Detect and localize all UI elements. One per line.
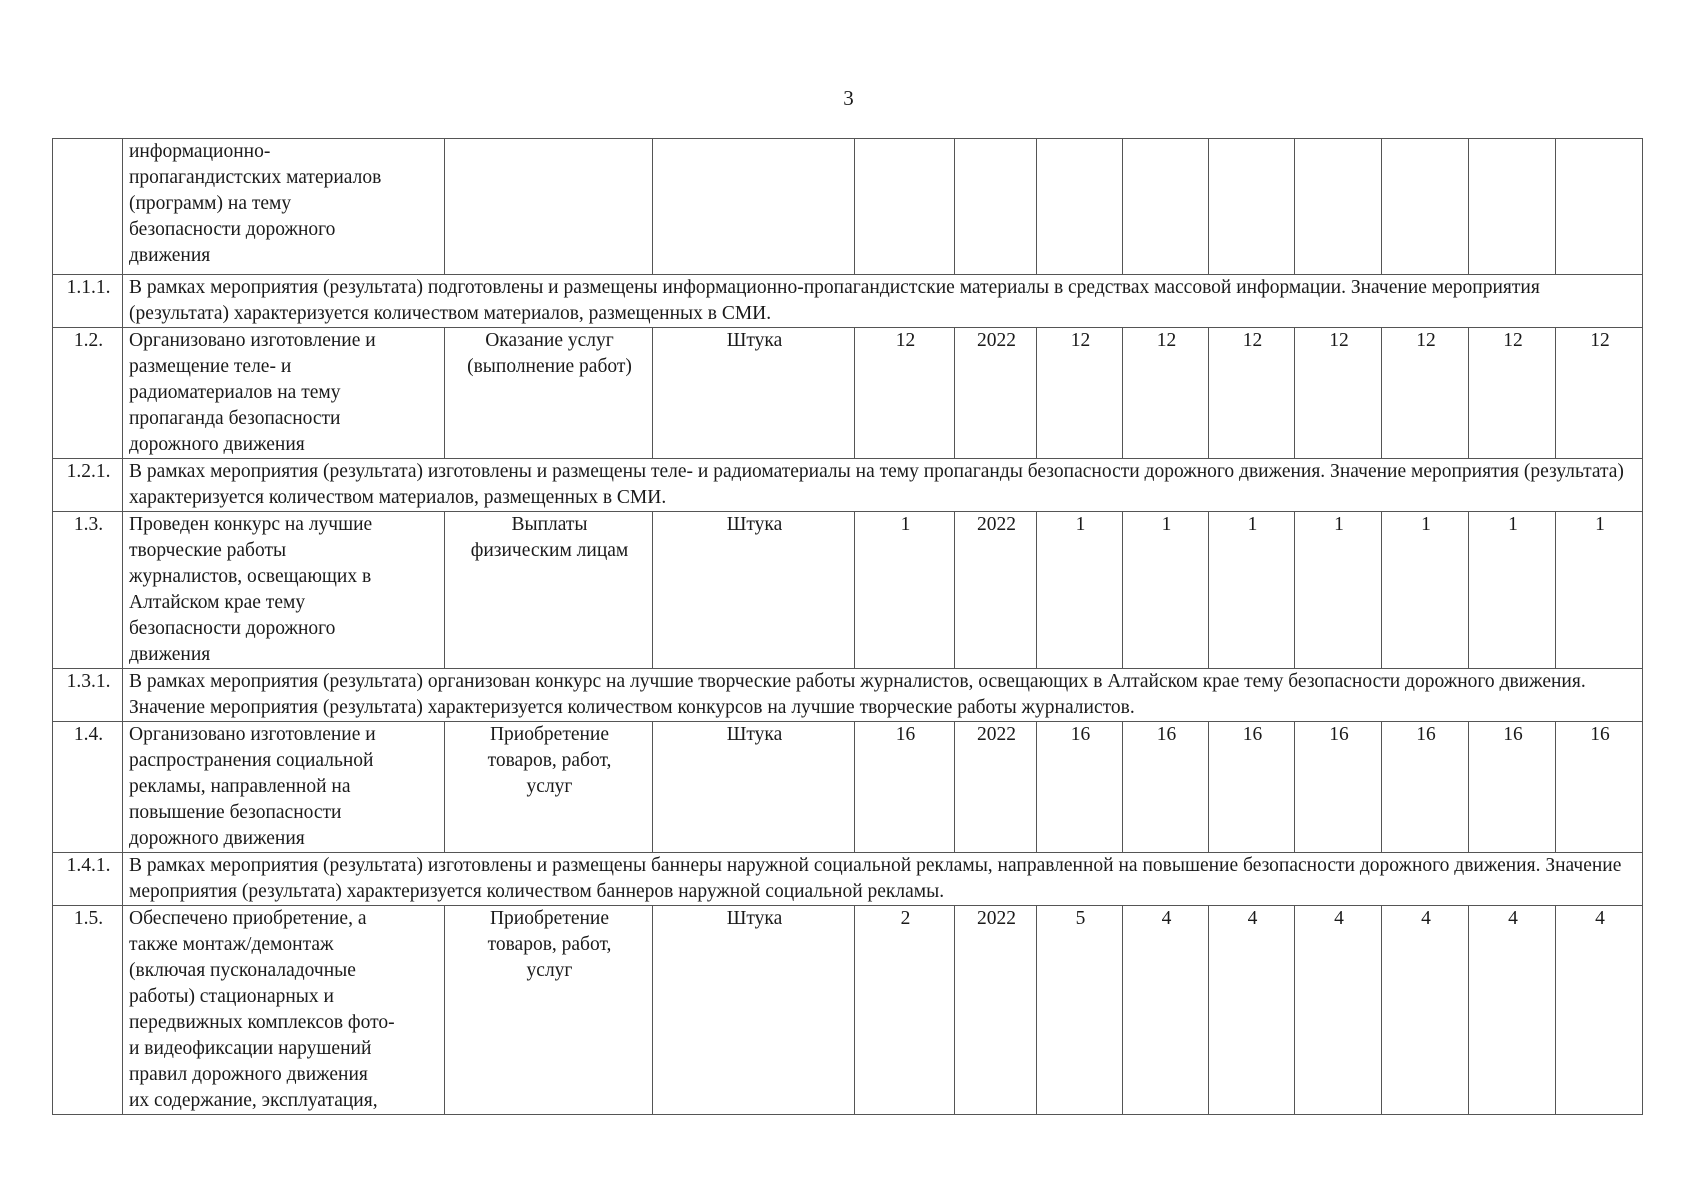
row-number: 1.2.1.: [53, 459, 123, 512]
year-value-6: 12: [1469, 328, 1556, 459]
continuation-row: [53, 139, 1643, 275]
row-number: [53, 139, 123, 275]
result-type: Приобретение товаров, работ, услуг: [445, 906, 653, 1115]
row-description: В рамках мероприятия (результата) организован конкурс на лучшие творческие работы журналистов, освещающих в Алтайском крае тему безопасности дорожного движения. Значение мероприятия (результата) характеризуется количеством конкурсов на лучшие творческие работы журналистов.: [123, 669, 1643, 722]
table-row: [53, 512, 1643, 669]
table-row: [53, 722, 1643, 853]
description-row: [53, 459, 1643, 512]
year-value-5: 4: [1382, 906, 1469, 1115]
year-value-2: 12: [1123, 328, 1209, 459]
result-type: Приобретение товаров, работ, услуг: [445, 722, 653, 853]
year-value-6: [1469, 139, 1556, 275]
result-name: Обеспечено приобретение, а также монтаж/демонтаж (включая пусконаладочные работы) стационарных и передвижных комплексов фото- и видеофиксации нарушений правил дорожного движения их содержание, эксплуатация,: [123, 906, 445, 1115]
year-value-6: 4: [1469, 906, 1556, 1115]
row-number: 1.3.1.: [53, 669, 123, 722]
unit-of-measure: Штука: [653, 722, 855, 853]
base-value: 16: [855, 722, 955, 853]
base-value: 2: [855, 906, 955, 1115]
row-number: 1.5.: [53, 906, 123, 1115]
result-type: Выплаты физическим лицам: [445, 512, 653, 669]
base-year: 2022: [955, 328, 1037, 459]
year-value-4: 1: [1295, 512, 1382, 669]
year-value-3: 4: [1209, 906, 1295, 1115]
row-number: 1.4.1.: [53, 853, 123, 906]
table-row: [53, 906, 1643, 1115]
year-value-7: 16: [1556, 722, 1643, 853]
year-value-2: 1: [1123, 512, 1209, 669]
year-value-3: 1: [1209, 512, 1295, 669]
base-value: 1: [855, 512, 955, 669]
result-name: Организовано изготовление и распространения социальной рекламы, направленной на повышение безопасности дорожного движения: [123, 722, 445, 853]
year-value-6: 16: [1469, 722, 1556, 853]
description-row: [53, 853, 1643, 906]
year-value-6: 1: [1469, 512, 1556, 669]
year-value-4: 16: [1295, 722, 1382, 853]
year-value-7: 1: [1556, 512, 1643, 669]
year-value-5: 1: [1382, 512, 1469, 669]
year-value-3: 12: [1209, 328, 1295, 459]
row-description: В рамках мероприятия (результата) изготовлены и размещены баннеры наружной социальной рекламы, направленной на повышение безопасности дорожного движения. Значение мероприятия (результата) характеризуется количеством баннеров наружной социальной рекламы.: [123, 853, 1643, 906]
row-number: 1.2.: [53, 328, 123, 459]
result-type: Оказание услуг (выполнение работ): [445, 328, 653, 459]
year-value-1: [1037, 139, 1123, 275]
page-number: 3: [843, 86, 854, 110]
result-name: информационно- пропагандистских материалов (программ) на тему безопасности дорожного движения: [123, 139, 445, 275]
year-value-5: 16: [1382, 722, 1469, 853]
year-value-3: [1209, 139, 1295, 275]
results-table: [52, 138, 1643, 1115]
row-number: 1.1.1.: [53, 275, 123, 328]
row-description: В рамках мероприятия (результата) подготовлены и размещены информационно-пропагандистские материалы в средствах массовой информации. Значение мероприятия (результата) характеризуется количеством материалов, размещенных в СМИ.: [123, 275, 1643, 328]
base-year: 2022: [955, 512, 1037, 669]
year-value-7: 12: [1556, 328, 1643, 459]
base-year: 2022: [955, 722, 1037, 853]
result-name: Проведен конкурс на лучшие творческие работы журналистов, освещающих в Алтайском крае тему безопасности дорожного движения: [123, 512, 445, 669]
table-row: [53, 328, 1643, 459]
description-row: [53, 275, 1643, 328]
unit-of-measure: Штука: [653, 512, 855, 669]
year-value-4: 12: [1295, 328, 1382, 459]
unit-of-measure: Штука: [653, 328, 855, 459]
year-value-5: [1382, 139, 1469, 275]
year-value-1: 5: [1037, 906, 1123, 1115]
result-type: [445, 139, 653, 275]
year-value-3: 16: [1209, 722, 1295, 853]
year-value-7: 4: [1556, 906, 1643, 1115]
row-number: 1.3.: [53, 512, 123, 669]
base-year: 2022: [955, 906, 1037, 1115]
year-value-2: 16: [1123, 722, 1209, 853]
result-name: Организовано изготовление и размещение теле- и радиоматериалов на тему пропаганда безопасности дорожного движения: [123, 328, 445, 459]
base-year: [955, 139, 1037, 275]
year-value-1: 1: [1037, 512, 1123, 669]
year-value-4: 4: [1295, 906, 1382, 1115]
unit-of-measure: [653, 139, 855, 275]
year-value-7: [1556, 139, 1643, 275]
year-value-5: 12: [1382, 328, 1469, 459]
description-row: [53, 669, 1643, 722]
year-value-4: [1295, 139, 1382, 275]
base-value: [855, 139, 955, 275]
row-description: В рамках мероприятия (результата) изготовлены и размещены теле- и радиоматериалы на тему пропаганды безопасности дорожного движения. Значение мероприятия (результата) характеризуется количеством материалов, размещенных в СМИ.: [123, 459, 1643, 512]
year-value-1: 16: [1037, 722, 1123, 853]
year-value-2: [1123, 139, 1209, 275]
year-value-2: 4: [1123, 906, 1209, 1115]
unit-of-measure: Штука: [653, 906, 855, 1115]
base-value: 12: [855, 328, 955, 459]
row-number: 1.4.: [53, 722, 123, 853]
year-value-1: 12: [1037, 328, 1123, 459]
